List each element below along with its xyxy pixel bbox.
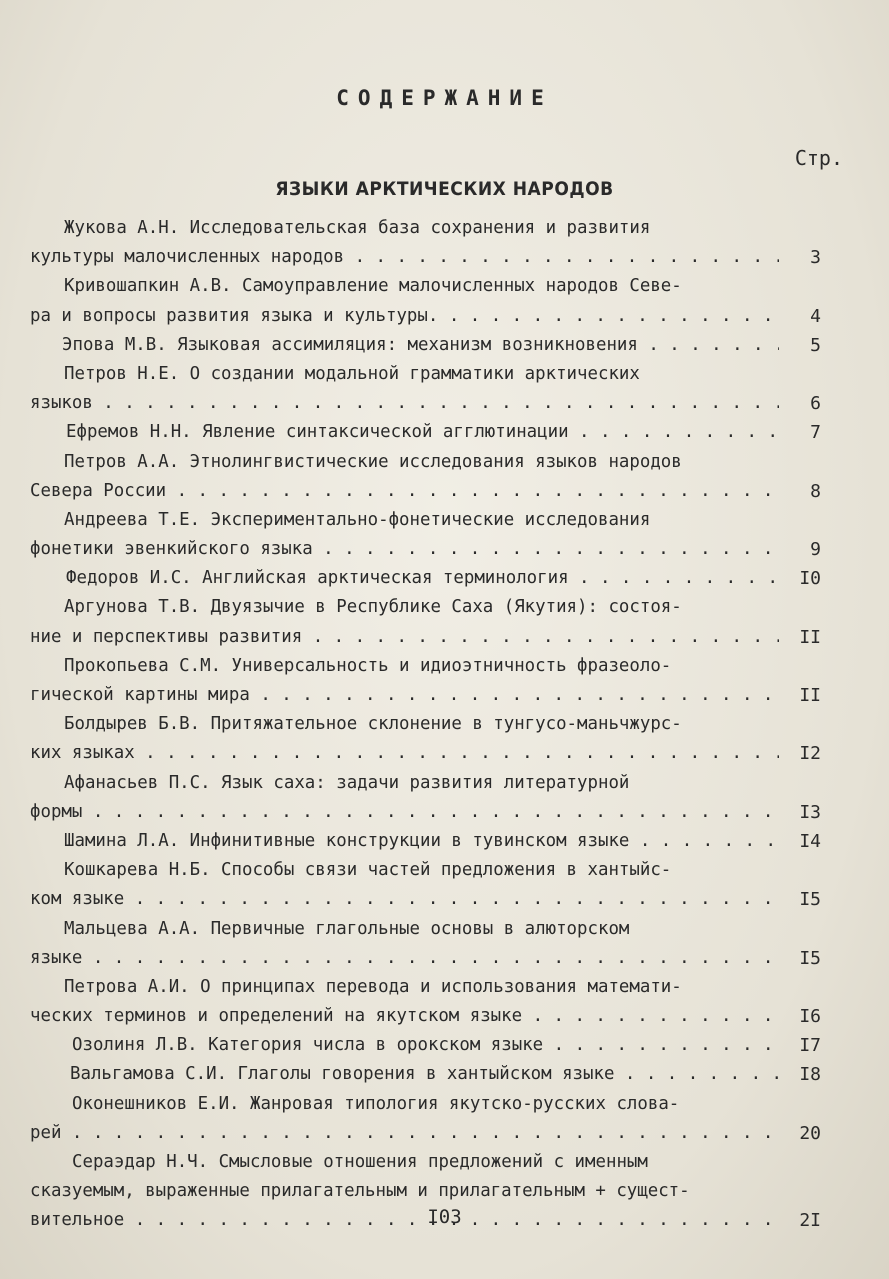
toc-entry-title: Болдырев Б.В. Притяжательное склонение в тунгусо-маньчжурс- xyxy=(64,714,682,735)
toc-page-number: 5 xyxy=(810,334,821,356)
toc-page-number: I0 xyxy=(799,568,821,590)
toc-entry[interactable] xyxy=(0,710,889,768)
toc-page-number: 8 xyxy=(810,480,821,502)
dot-leader xyxy=(82,802,779,822)
dot-leader xyxy=(438,306,779,326)
toc-entry[interactable] xyxy=(0,593,889,651)
toc-entry-title: Сераэдар Н.Ч. Смысловые отношения предложений с именным xyxy=(72,1152,648,1172)
toc-entry-title: Озолиня Л.В. Категория числа в орокском языке xyxy=(72,1035,544,1056)
toc-entry-title: Федоров И.С. Английская арктическая терминология xyxy=(66,568,569,589)
toc-entry[interactable] xyxy=(0,652,889,710)
toc-entry-continuation: рей xyxy=(30,1122,62,1143)
toc-page-number: 6 xyxy=(810,393,821,415)
toc-entry-continuation: языке xyxy=(30,947,83,968)
dot-leader xyxy=(61,1123,779,1143)
dot-leader xyxy=(166,481,779,501)
toc-page-number: 9 xyxy=(810,539,821,561)
toc-entry[interactable] xyxy=(0,506,889,564)
toc-entry-title: Мальцева А.А. Первичные глагольные основы в алюторском xyxy=(64,918,630,939)
dot-leader xyxy=(569,422,779,442)
toc-entry-continuation: ких языках xyxy=(30,743,135,764)
toc-page-number: 7 xyxy=(810,422,821,444)
toc-entry-continuation: ческих терминов и определений на якутском языке xyxy=(30,1006,523,1027)
toc-entry-title: Кривошапкин А.В. Самоуправление малочисленных народов Севе- xyxy=(64,276,682,297)
toc-entry[interactable] xyxy=(0,418,889,447)
toc-entry[interactable] xyxy=(0,856,889,914)
section-heading: ЯЗЫКИ АРКТИЧЕСКИХ НАРОДОВ xyxy=(275,178,614,200)
toc-entry-continuation: Севера России xyxy=(30,480,167,501)
dot-leader xyxy=(82,948,779,968)
toc-entry-continuation: культуры малочисленных народов xyxy=(30,247,345,268)
dot-leader xyxy=(302,627,779,647)
toc-entry[interactable] xyxy=(0,564,889,593)
toc-entry-title: Петрова А.И. О принципах перевода и использования математи- xyxy=(64,976,682,997)
dot-leader xyxy=(135,743,779,763)
dot-leader xyxy=(543,1035,779,1055)
dot-leader xyxy=(93,393,779,413)
dot-leader xyxy=(614,1064,779,1084)
toc-entry-title: Кошкарева Н.Б. Способы связи частей предложения в хантыйс- xyxy=(64,860,672,881)
toc-page-number: I5 xyxy=(799,947,821,969)
page-column-label: Стр. xyxy=(794,146,843,170)
page-number-footer: I03 xyxy=(427,1206,462,1228)
dot-leader xyxy=(313,539,779,559)
toc-entry[interactable] xyxy=(0,448,889,506)
toc-page-number: I4 xyxy=(799,830,821,852)
toc-page-number: II xyxy=(799,626,821,648)
toc-entry-continuation: ра и вопросы развития языка и культуры. xyxy=(30,305,439,326)
toc-page-number: I8 xyxy=(799,1064,821,1086)
toc-entry-title: Петров А.А. Этнолингвистические исследования языков народов xyxy=(64,451,682,472)
dot-leader xyxy=(522,1006,779,1026)
toc-page-number: 20 xyxy=(799,1122,821,1144)
toc-entry-title: Жукова А.Н. Исследовательская база сохранения и развития xyxy=(64,218,651,238)
toc-entry-continuation: сказуемым, выраженные прилагательным и прилагательным + сущест- xyxy=(30,1181,690,1202)
toc-entry-continuation: фонетики эвенкийского языка xyxy=(30,539,313,560)
toc-entry-title: Шамина Л.А. Инфинитивные конструкции в тувинском языке xyxy=(64,830,630,851)
toc-page-number: 3 xyxy=(810,247,821,269)
toc-entry-title: Афанасьев П.С. Язык саха: задачи развития литературной xyxy=(64,772,630,793)
toc-entry[interactable] xyxy=(0,973,889,1031)
toc-entry-continuation: формы xyxy=(30,801,83,822)
toc-page-number: II xyxy=(799,685,821,706)
dot-leader xyxy=(250,685,779,705)
toc-entry-continuation: гической картины мира xyxy=(30,685,250,705)
toc-entry-continuation: вительное xyxy=(30,1210,125,1231)
dot-leader xyxy=(569,568,779,588)
toc-page-number: 2I xyxy=(799,1210,821,1232)
toc-entry-title: Петров Н.Е. О создании модальной грамматики арктических xyxy=(64,363,640,384)
dot-leader xyxy=(344,247,779,267)
toc-entry-title: Вальгамова С.И. Глаголы говорения в хантыйском языке xyxy=(70,1064,615,1085)
table-of-contents xyxy=(0,214,889,1236)
toc-entry-title: Оконешников Е.И. Жанровая типология якутско-русских слова- xyxy=(72,1093,680,1114)
toc-page-number: I6 xyxy=(799,1006,821,1028)
dot-leader xyxy=(124,889,779,909)
toc-entry-title: Аргунова Т.В. Двуязычие в Республике Саха (Якутия): состоя- xyxy=(64,597,682,618)
toc-page-number: I7 xyxy=(799,1035,821,1057)
toc-entry-continuation: ние и перспективы развития xyxy=(30,626,303,647)
toc-entry[interactable] xyxy=(0,331,889,360)
toc-entry[interactable] xyxy=(0,915,889,973)
dot-leader xyxy=(638,335,779,355)
toc-entry[interactable] xyxy=(0,1060,889,1089)
toc-entry[interactable] xyxy=(0,1090,889,1148)
toc-page-number: I2 xyxy=(799,743,821,765)
toc-page-number: I3 xyxy=(799,801,821,823)
toc-entry[interactable] xyxy=(0,827,889,856)
toc-entry[interactable] xyxy=(0,1031,889,1060)
toc-entry[interactable] xyxy=(0,769,889,827)
toc-entry-title: Андреева Т.Е. Экспериментально-фонетические исследования xyxy=(64,509,651,530)
page-title: СОДЕРЖАНИЕ xyxy=(336,86,553,110)
toc-page-number: I5 xyxy=(799,889,821,911)
toc-entry-title: Эпова М.В. Языковая ассимиляция: механизм возникновения xyxy=(62,334,638,355)
toc-page-number: 4 xyxy=(810,305,821,327)
toc-entry[interactable] xyxy=(0,272,889,330)
toc-entry[interactable] xyxy=(0,214,889,272)
toc-entry-title: Ефремов Н.Н. Явление синтаксической агглютинации xyxy=(66,422,569,443)
toc-entry[interactable] xyxy=(0,360,889,418)
dot-leader xyxy=(629,831,779,851)
toc-entry-continuation: языков xyxy=(30,393,93,414)
toc-entry-title: Прокопьева С.М. Универсальность и идиоэтничность фразеоло- xyxy=(64,655,672,676)
toc-entry-continuation: ком языке xyxy=(30,889,125,910)
